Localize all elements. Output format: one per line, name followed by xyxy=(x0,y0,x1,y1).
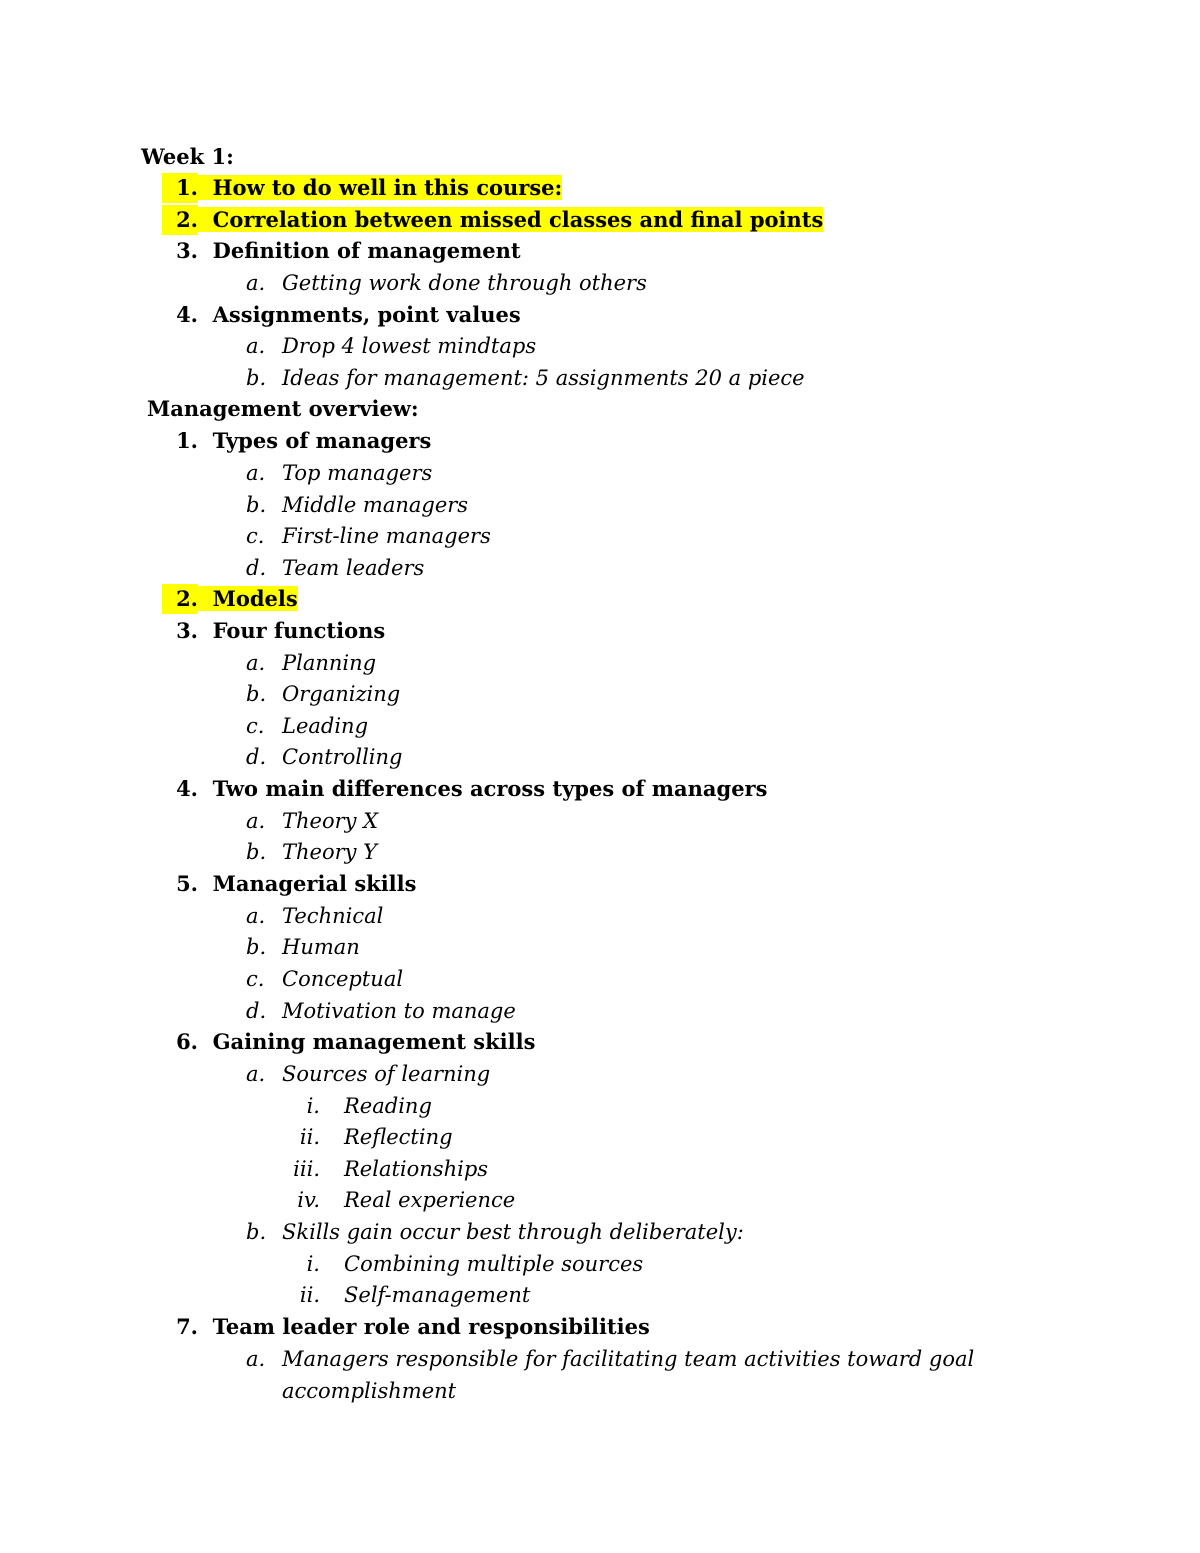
list-item xyxy=(162,205,823,235)
overview-heading: Management overview: xyxy=(147,396,419,421)
sub-item-text: Controlling xyxy=(282,745,403,769)
sub-letter: a. xyxy=(246,271,266,295)
sub-item-text: Technical xyxy=(282,904,384,928)
list-item-text: Two main differences across types of managers xyxy=(212,776,768,801)
sub-item xyxy=(246,806,378,836)
list-number: 2. xyxy=(162,584,198,614)
sub-item xyxy=(246,1217,744,1247)
roman-item xyxy=(276,1249,643,1279)
sub-item-text: Conceptual xyxy=(282,967,404,991)
sub-item-text: Theory X xyxy=(282,809,379,833)
sub-letter: a. xyxy=(246,334,266,358)
list-item-text: Correlation between missed classes and final points xyxy=(212,207,824,232)
sub-letter: b. xyxy=(246,493,267,517)
list-item-text: Gaining management skills xyxy=(212,1029,536,1054)
list-item xyxy=(162,869,416,899)
sub-item xyxy=(246,331,536,361)
sub-item-text: Sources of learning xyxy=(282,1062,491,1086)
list-number: 3. xyxy=(176,618,198,643)
roman-numeral: ii. xyxy=(299,1283,320,1307)
sub-item-text: Organizing xyxy=(282,682,401,706)
list-item-text: How to do well in this course: xyxy=(212,175,563,200)
sub-letter: c. xyxy=(246,967,265,991)
sub-letter: a. xyxy=(246,461,266,485)
roman-item-text: Self-management xyxy=(344,1283,531,1307)
sub-letter: b. xyxy=(246,935,267,959)
roman-numeral: ii. xyxy=(299,1125,320,1149)
sub-item-continuation xyxy=(282,1376,456,1406)
sub-item-text: Ideas for management: 5 assignments 20 a piece xyxy=(282,366,805,390)
list-item-text: Four functions xyxy=(212,618,386,643)
list-number: 4. xyxy=(176,776,198,801)
sub-item xyxy=(246,711,368,741)
list-item xyxy=(162,1027,535,1057)
roman-item-text: Combining multiple sources xyxy=(344,1252,644,1276)
sub-item-text: Getting work done through others xyxy=(282,271,647,295)
list-item xyxy=(162,1312,650,1342)
sub-item-text: Drop 4 lowest mindtaps xyxy=(282,334,537,358)
roman-item xyxy=(276,1122,453,1152)
sub-letter: a. xyxy=(246,651,266,675)
list-item xyxy=(162,774,767,804)
list-item-text: Definition of management xyxy=(212,238,521,263)
sub-letter: b. xyxy=(246,682,267,706)
roman-numeral: i. xyxy=(306,1252,320,1276)
sub-item-text: Human xyxy=(282,935,360,959)
sub-item xyxy=(246,1344,974,1374)
sub-letter: d. xyxy=(246,556,267,580)
list-item-text: Managerial skills xyxy=(212,871,417,896)
list-item xyxy=(162,300,521,330)
roman-item-text: Reading xyxy=(344,1094,432,1118)
roman-item xyxy=(276,1154,488,1184)
list-item xyxy=(162,616,385,646)
list-number: 5. xyxy=(176,871,198,896)
list-number: 6. xyxy=(176,1029,198,1054)
sub-item xyxy=(246,521,491,551)
list-item-text: Assignments, point values xyxy=(212,302,521,327)
sub-item xyxy=(246,837,377,867)
roman-item-text: Real experience xyxy=(344,1188,516,1212)
roman-item xyxy=(276,1280,530,1310)
list-item-text: Team leader role and responsibilities xyxy=(212,1314,650,1339)
sub-item-text: Team leaders xyxy=(282,556,425,580)
sub-item-continuation-text: accomplishment xyxy=(282,1379,457,1403)
sub-item xyxy=(246,742,402,772)
week-heading: Week 1: xyxy=(141,144,234,169)
list-item xyxy=(162,173,562,203)
sub-item-text: First-line managers xyxy=(282,524,491,548)
sub-item xyxy=(246,648,376,678)
roman-item-text: Relationships xyxy=(344,1157,489,1181)
sub-item xyxy=(246,553,424,583)
sub-item xyxy=(246,964,403,994)
sub-letter: a. xyxy=(246,904,266,928)
sub-item xyxy=(246,268,647,298)
list-number: 3. xyxy=(176,238,198,263)
list-number: 2. xyxy=(162,205,198,235)
sub-item-text: Leading xyxy=(282,714,369,738)
roman-item-text: Reflecting xyxy=(344,1125,453,1149)
sub-item xyxy=(246,363,805,393)
roman-numeral: iv. xyxy=(297,1188,320,1212)
sub-item xyxy=(246,1059,490,1089)
sub-letter: a. xyxy=(246,1347,266,1371)
sub-item-text: Top managers xyxy=(282,461,433,485)
sub-item-text: Theory Y xyxy=(282,840,378,864)
sub-item xyxy=(246,932,360,962)
sub-letter: b. xyxy=(246,840,267,864)
sub-letter: d. xyxy=(246,999,267,1023)
sub-letter: c. xyxy=(246,524,265,548)
sub-item-text: Planning xyxy=(282,651,377,675)
list-item-text: Models xyxy=(212,586,298,611)
sub-letter: b. xyxy=(246,1220,267,1244)
list-number: 1. xyxy=(176,428,198,453)
sub-item xyxy=(246,490,468,520)
sub-item-text: Skills gain occur best through deliberately: xyxy=(282,1220,744,1244)
sub-letter: d. xyxy=(246,745,267,769)
sub-item xyxy=(246,996,516,1026)
list-number: 7. xyxy=(176,1314,198,1339)
roman-numeral: i. xyxy=(306,1094,320,1118)
roman-item xyxy=(276,1185,515,1215)
sub-letter: c. xyxy=(246,714,265,738)
sub-letter: b. xyxy=(246,366,267,390)
sub-item xyxy=(246,901,383,931)
list-item xyxy=(162,236,521,266)
sub-item-text: Managers responsible for facilitating team activities toward goal xyxy=(282,1347,975,1371)
sub-letter: a. xyxy=(246,809,266,833)
sub-item-text: Middle managers xyxy=(282,493,469,517)
list-number: 4. xyxy=(176,302,198,327)
list-item-text: Types of managers xyxy=(212,428,432,453)
sub-item-text: Motivation to manage xyxy=(282,999,516,1023)
sub-item xyxy=(246,679,400,709)
sub-letter: a. xyxy=(246,1062,266,1086)
list-item xyxy=(162,426,431,456)
list-number: 1. xyxy=(162,173,198,203)
roman-numeral: iii. xyxy=(293,1157,320,1181)
roman-item xyxy=(276,1091,432,1121)
sub-item xyxy=(246,458,432,488)
list-item xyxy=(162,584,298,614)
